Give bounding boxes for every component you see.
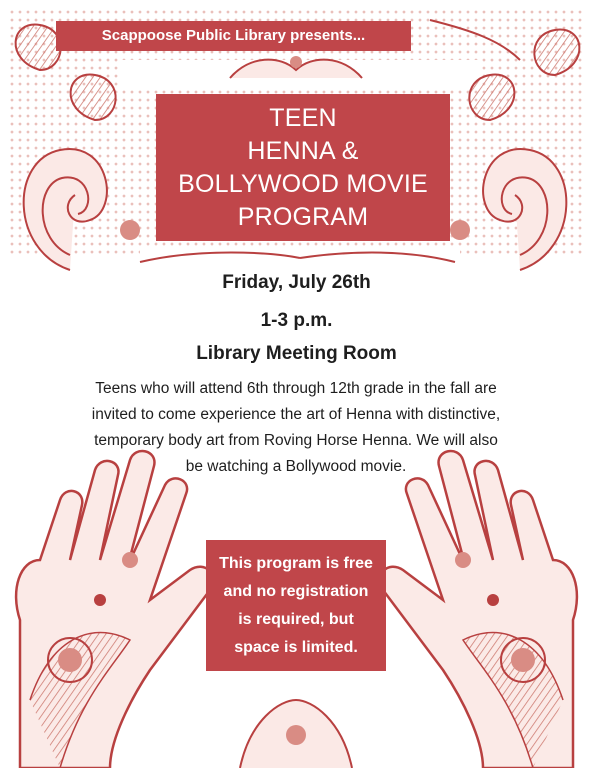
presenter-banner: Scappoose Public Library presents... [56,21,411,51]
event-location: Library Meeting Room [196,343,397,364]
notice-line-4: space is limited. [234,638,358,656]
event-date: Friday, July 26th [222,272,371,293]
description-line-4: be watching a Bollywood movie. [185,458,407,475]
henna-hand-left-icon [16,451,213,768]
title-line-2: HENNA & [247,136,359,165]
title-line-3: BOLLYWOOD MOVIE [178,169,428,198]
event-time: 1-3 p.m. [260,310,333,331]
notice-box [206,540,386,671]
title-line-4: PROGRAM [237,202,369,231]
notice-line-3: is required, but [238,610,354,628]
notice-line-2: and no registration [223,582,369,600]
title-line-1: TEEN [269,103,337,132]
notice-line-1: This program is free [219,554,373,572]
bottom-ornament-icon [240,700,352,768]
description-line-1: Teens who will attend 6th through 12th grade in the fall are [95,380,497,397]
description-line-2: invited to come experience the art of Henna with distinctive, [91,406,501,423]
description-line-3: temporary body art from Roving Horse Henna. We will also [94,432,498,449]
event-description [56,376,536,480]
henna-hand-right-icon [380,451,577,768]
title-box [156,94,450,241]
